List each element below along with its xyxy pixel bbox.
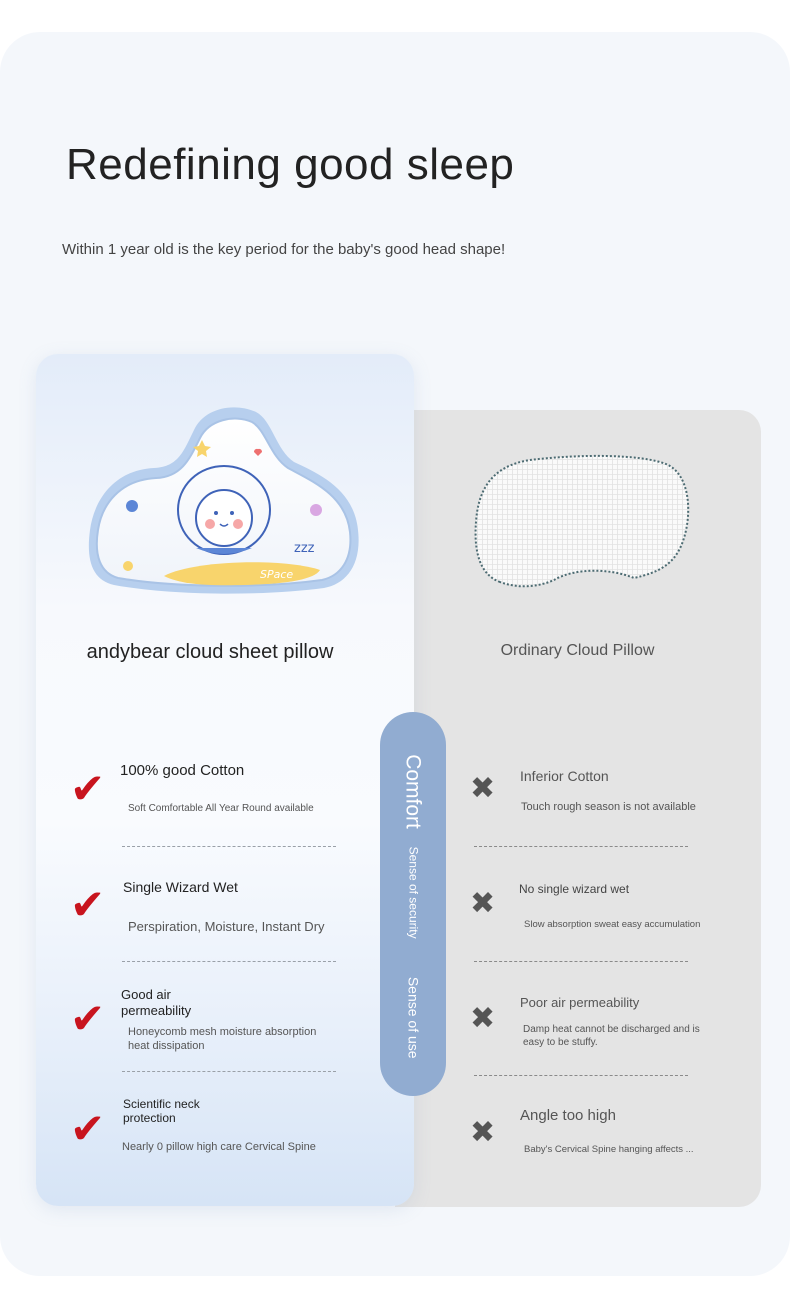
right-feature-desc: Damp heat cannot be discharged and is easy to be stuffy.: [523, 1024, 700, 1048]
cross-icon: ✖: [470, 1115, 496, 1150]
check-icon: ✔: [70, 994, 106, 1043]
left-feature-title: Scientific neck protection: [123, 1097, 200, 1126]
page-subtitle: Within 1 year old is the key period for the baby's good head shape!: [62, 241, 506, 258]
right-feature-title: Inferior Cotton: [520, 768, 609, 784]
cross-icon: ✖: [470, 1001, 496, 1036]
category-use: Sense of use: [405, 976, 422, 1059]
left-feature-desc: Nearly 0 pillow high care Cervical Spine: [122, 1141, 316, 1153]
left-feature-title: Good air permeability: [121, 987, 192, 1018]
right-feature-title: No single wizard wet: [519, 882, 630, 896]
left-feature-desc: Soft Comfortable All Year Round available: [128, 803, 314, 814]
cross-icon: ✖: [470, 771, 496, 806]
divider: [474, 846, 688, 847]
right-feature-title: Poor air permeability: [520, 995, 640, 1010]
comparison-category-pill: [380, 712, 446, 1096]
ordinary-pillow-image: [470, 452, 692, 598]
pillow-sleep-text: zzz: [294, 541, 315, 556]
andybear-pillow-image: [84, 400, 362, 600]
category-comfort: Comfort: [401, 754, 425, 829]
divider: [474, 1075, 688, 1076]
pillow-print-text: SPace: [260, 568, 294, 581]
check-icon: ✔: [70, 1104, 106, 1153]
right-feature-title: Angle too high: [520, 1107, 616, 1124]
left-feature-title: 100% good Cotton: [120, 762, 245, 779]
andybear-product-name: andybear cloud sheet pillow: [86, 641, 334, 663]
left-feature-desc: Honeycomb mesh moisture absorption heat dissipation: [128, 1026, 317, 1052]
check-icon: ✔: [70, 880, 106, 929]
right-feature-desc: Touch rough season is not available: [521, 801, 696, 813]
page-title: Redefining good sleep: [66, 140, 515, 189]
right-feature-desc: Slow absorption sweat easy accumulation: [524, 919, 701, 930]
divider: [474, 961, 688, 962]
right-feature-desc: Baby's Cervical Spine hanging affects ...: [524, 1144, 694, 1155]
left-feature-desc: Perspiration, Moisture, Instant Dry: [128, 919, 325, 934]
divider: [122, 1071, 336, 1072]
divider: [122, 961, 336, 962]
check-icon: ✔: [70, 764, 106, 813]
cross-icon: ✖: [470, 886, 496, 921]
ordinary-product-name: Ordinary Cloud Pillow: [500, 642, 655, 659]
divider: [122, 846, 336, 847]
left-feature-title: Single Wizard Wet: [123, 879, 238, 895]
category-security: Sense of security: [406, 846, 421, 939]
